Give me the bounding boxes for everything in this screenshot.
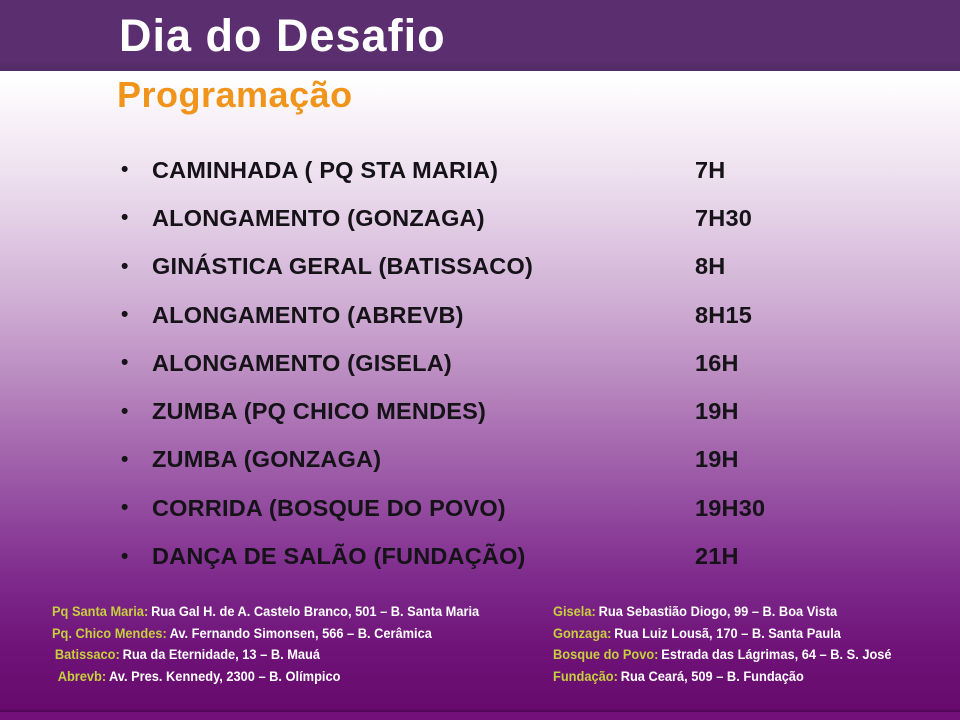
title-banner bbox=[0, 0, 960, 71]
schedule-row bbox=[121, 339, 811, 387]
bottom-edge-strip bbox=[0, 710, 960, 720]
schedule-row bbox=[121, 387, 811, 435]
bullet-icon: • bbox=[121, 206, 129, 230]
schedule-row bbox=[121, 194, 811, 242]
location-address: Rua da Eternidade, 13 – B. Mauá bbox=[122, 647, 321, 662]
location-name: Gisela: bbox=[553, 604, 596, 619]
bullet-icon: • bbox=[121, 158, 129, 182]
activity-label: ALONGAMENTO (GISELA) bbox=[152, 349, 452, 376]
activity-time: 19H bbox=[695, 446, 739, 473]
location-name: Pq Santa Maria: bbox=[52, 604, 149, 619]
bullet-icon: • bbox=[121, 303, 129, 327]
location-entry bbox=[52, 623, 527, 645]
activity-label: GINÁSTICA GERAL (BATISSACO) bbox=[152, 253, 533, 280]
location-name: Abrevb: bbox=[57, 668, 107, 684]
location-entry bbox=[553, 644, 938, 666]
location-entry bbox=[52, 644, 527, 666]
bullet-icon: • bbox=[121, 496, 129, 520]
location-address: Rua Gal H. de A. Castelo Branco, 501 – B. Santa Maria bbox=[151, 604, 480, 619]
bullet-icon: • bbox=[121, 351, 129, 375]
location-entry bbox=[52, 601, 527, 623]
location-entry bbox=[553, 666, 938, 688]
schedule-list bbox=[121, 146, 811, 581]
activity-time: 21H bbox=[695, 543, 739, 570]
schedule-row bbox=[121, 291, 811, 339]
location-address: Av. Fernando Simonsen, 566 – B. Cerâmica bbox=[169, 625, 432, 641]
location-entry bbox=[553, 623, 938, 645]
bullet-icon: • bbox=[121, 544, 129, 568]
activity-label: ZUMBA (GONZAGA) bbox=[152, 446, 382, 473]
banner-title: Dia do Desafio bbox=[119, 10, 446, 61]
location-name: Bosque do Povo: bbox=[553, 647, 659, 662]
activity-label: ALONGAMENTO (GONZAGA) bbox=[152, 204, 485, 231]
location-address: Av. Pres. Kennedy, 2300 – B. Olímpico bbox=[109, 668, 341, 684]
activity-time: 7H bbox=[695, 156, 726, 183]
activity-time: 8H bbox=[695, 253, 726, 280]
bullet-icon: • bbox=[121, 254, 129, 278]
schedule-row bbox=[121, 146, 811, 194]
bullet-icon: • bbox=[121, 447, 129, 471]
locations-right-column bbox=[553, 601, 958, 687]
activity-label: ZUMBA (PQ CHICO MENDES) bbox=[152, 398, 487, 425]
location-address: Rua Luiz Lousã, 170 – B. Santa Paula bbox=[614, 625, 841, 641]
activity-time: 19H30 bbox=[695, 494, 766, 521]
schedule-row bbox=[121, 436, 811, 484]
activity-time: 8H15 bbox=[695, 301, 752, 328]
schedule-row bbox=[121, 484, 811, 532]
location-name: Gonzaga: bbox=[553, 625, 612, 641]
location-address: Estrada das Lágrimas, 64 – B. S. José bbox=[661, 647, 892, 662]
schedule-row bbox=[121, 532, 811, 580]
location-entry bbox=[52, 666, 527, 688]
activity-label: CORRIDA (BOSQUE DO POVO) bbox=[152, 494, 506, 521]
activity-label: CAMINHADA ( PQ STA MARIA) bbox=[152, 156, 499, 183]
location-name: Fundação: bbox=[553, 668, 618, 684]
location-address: Rua Sebastião Diogo, 99 – B. Boa Vista bbox=[598, 604, 838, 619]
location-name: Pq. Chico Mendes: bbox=[52, 625, 167, 641]
page-title: Programação bbox=[117, 74, 353, 115]
activity-label: ALONGAMENTO (ABREVB) bbox=[152, 301, 464, 328]
location-address: Rua Ceará, 509 – B. Fundação bbox=[620, 668, 804, 684]
schedule-row bbox=[121, 243, 811, 291]
activity-label: DANÇA DE SALÃO (FUNDAÇÃO) bbox=[152, 543, 526, 570]
activity-time: 7H30 bbox=[695, 204, 752, 231]
locations-left-column bbox=[52, 601, 552, 687]
location-entry bbox=[553, 601, 938, 623]
activity-time: 16H bbox=[695, 349, 739, 376]
activity-time: 19H bbox=[695, 398, 739, 425]
location-name: Batissaco: bbox=[54, 647, 120, 662]
bullet-icon: • bbox=[121, 399, 129, 423]
